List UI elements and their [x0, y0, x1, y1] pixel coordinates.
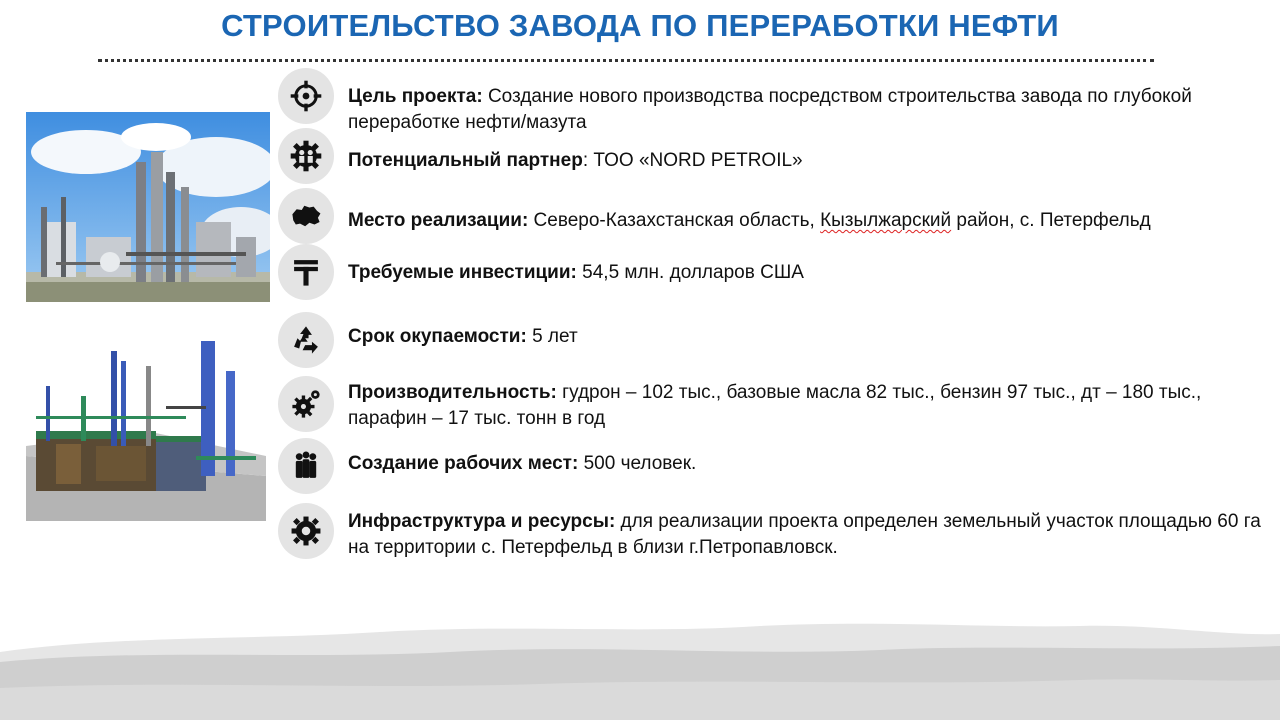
item-value: 500 человек.	[578, 453, 697, 474]
title-divider	[98, 59, 1154, 62]
item-value: для реализации проекта определен земельный участок площадью 60 га на территории с. Петерфельд в близи г.Петропавловск.	[348, 511, 1261, 558]
decorative-hills	[0, 600, 1280, 720]
map-region-icon	[278, 188, 334, 244]
recycle-icon	[278, 312, 334, 368]
tenge-icon	[278, 244, 334, 300]
item-label: Инфраструктура и ресурсы:	[348, 511, 616, 532]
gears-icon	[278, 376, 334, 432]
item-label: Цель проекта:	[348, 86, 483, 107]
item-value: 54,5 млн. долларов США	[576, 262, 804, 283]
refinery-model-image	[26, 336, 266, 521]
item-label: Создание рабочих мест:	[348, 453, 579, 474]
item-value: 5 лет	[526, 326, 578, 347]
item-label: Место реализации:	[348, 210, 529, 231]
gear-icon	[278, 503, 334, 559]
item-label: Производительность:	[348, 382, 557, 403]
target-icon	[278, 68, 334, 124]
item-value: район, с. Петерфельд	[951, 210, 1151, 231]
item-label: Требуемые инвестиции:	[348, 262, 577, 283]
item-label: Потенциальный партнер	[348, 150, 583, 171]
item-value: Создание нового производства посредством строительства завода по глубокой переработке нефти/мазута	[348, 86, 1192, 133]
item-value: гудрон – 102 тыс., базовые масла 82 тыс., бензин 97 тыс., дт – 180 тыс., парафин – 17 тыс. тонн в год	[348, 382, 1202, 429]
item-value: Северо-Казахстанская область,	[528, 210, 821, 231]
page-title: СТРОИТЕЛЬСТВО ЗАВОДА ПО ПЕРЕРАБОТКИ НЕФТИ	[221, 8, 1059, 43]
item-value: : ТОО «NORD PETROIL»	[582, 150, 803, 171]
item-label: Срок окупаемости:	[348, 326, 527, 347]
gear-people-icon	[278, 128, 334, 184]
refinery-photo	[26, 112, 270, 302]
workers-icon	[278, 438, 334, 494]
item-value-marked: Кызылжарский	[820, 210, 952, 231]
